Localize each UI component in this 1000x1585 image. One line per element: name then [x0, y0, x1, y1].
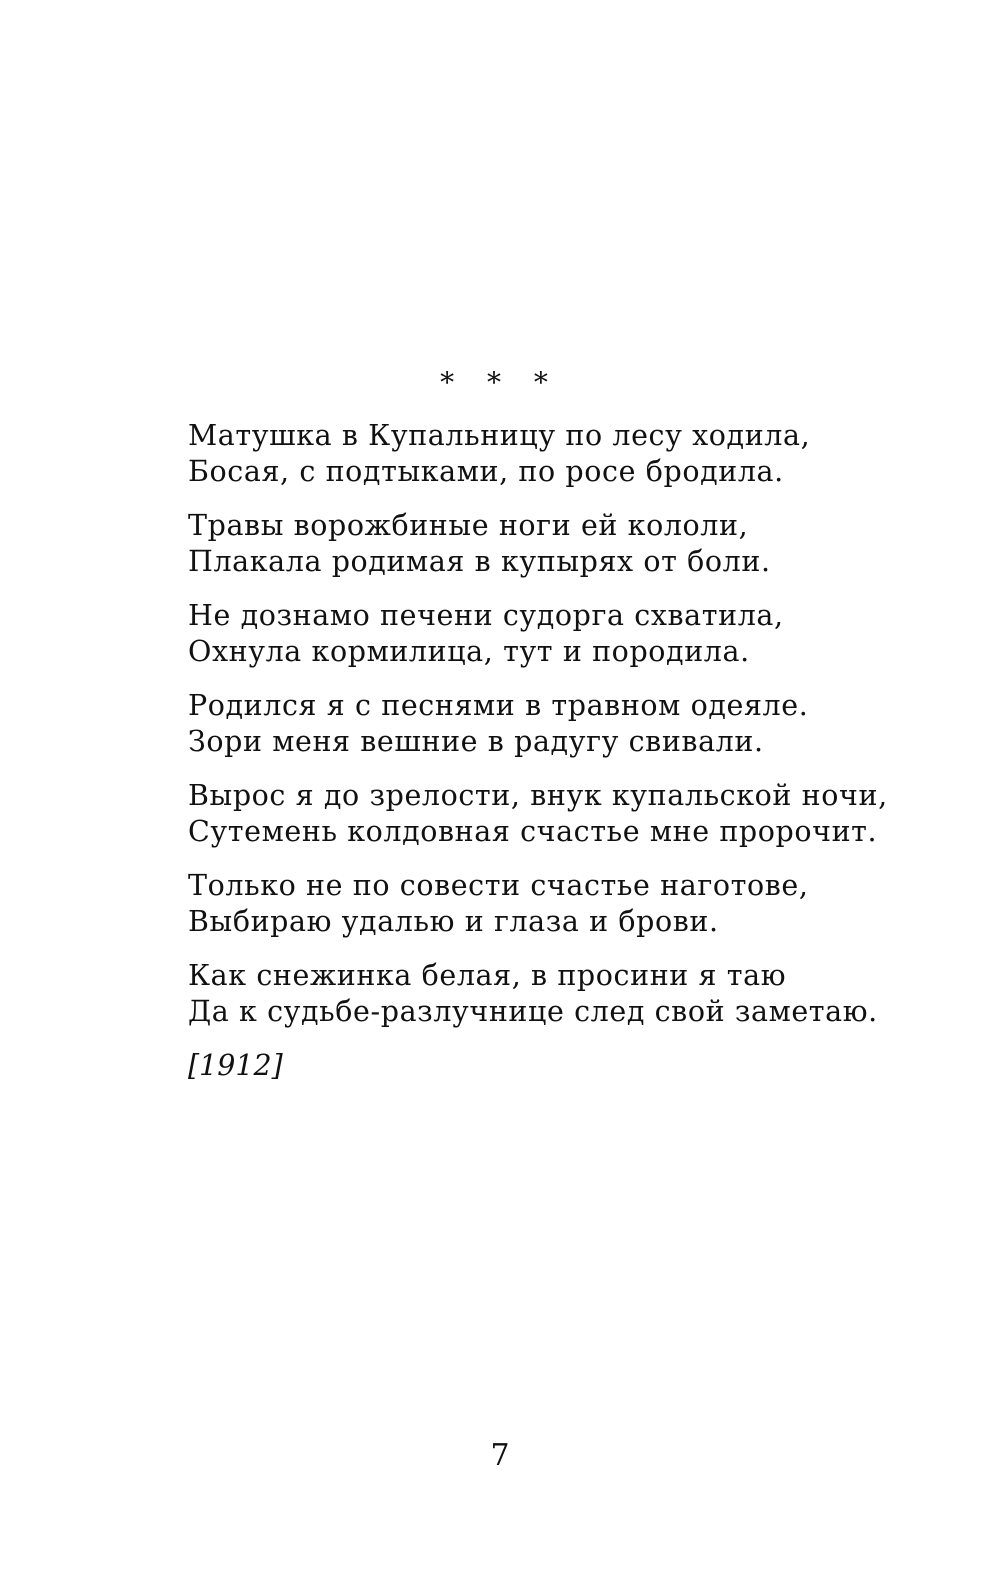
poem-line: Сутемень колдовная счастье мне пророчит. — [188, 815, 878, 848]
poem-line: Как снежинка белая, в просини я таю — [188, 959, 787, 992]
stanza — [188, 508, 908, 580]
poem-line: Охнула кормилица, тут и породила. — [188, 635, 750, 668]
poem-date: [1912] — [188, 1049, 283, 1082]
stanza — [188, 958, 908, 1030]
stanza — [188, 418, 908, 490]
poem-line: Не дознамо печени судорга схватила, — [188, 599, 784, 632]
poem-line: Травы ворожбиные ноги ей кололи, — [188, 509, 749, 542]
section-asterism: * * * — [440, 366, 560, 399]
stanza — [188, 598, 908, 670]
poem-line: Босая, с подтыками, по росе бродила. — [188, 455, 784, 488]
poem-line: Да к судьбе-разлучнице след свой заметаю. — [188, 995, 878, 1028]
poem-line: Матушка в Купальницу по лесу ходила, — [188, 419, 811, 452]
poem-line: Вырос я до зрелости, внук купальской ночи, — [188, 779, 888, 812]
poem-line: Только не по совести счастье наготове, — [188, 869, 809, 902]
page-number: 7 — [490, 1438, 510, 1473]
stanza — [188, 868, 908, 940]
poem-line: Родился я с песнями в травном одеяле. — [188, 689, 809, 722]
poem-line: Выбираю удалью и глаза и брови. — [188, 905, 719, 938]
poem-line: Плакала родимая в купырях от боли. — [188, 545, 771, 578]
poem-line: Зори меня вешние в радугу свивали. — [188, 725, 764, 758]
stanza — [188, 778, 908, 850]
stanza — [188, 688, 908, 760]
poem-body — [188, 418, 908, 1084]
